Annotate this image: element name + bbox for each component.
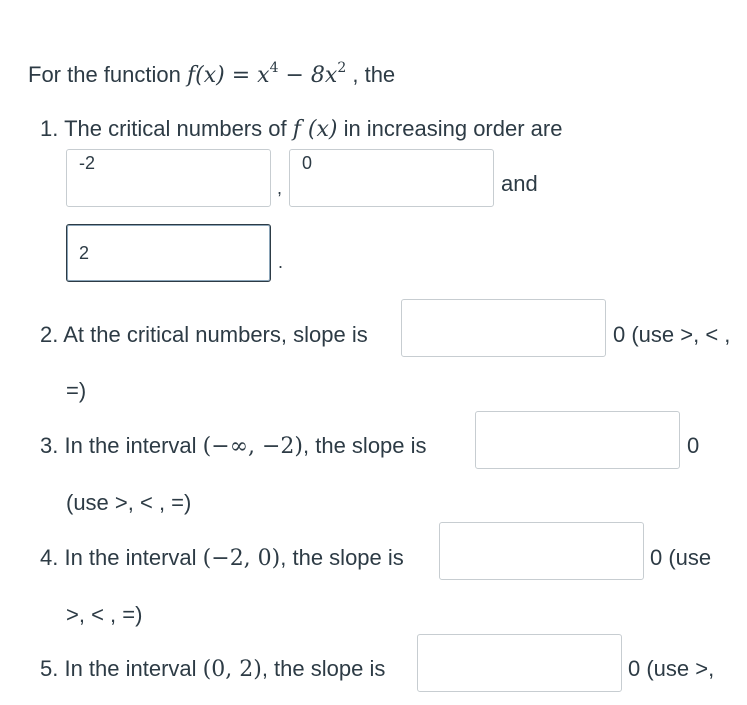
q3-suffix: , the slope is <box>303 433 427 458</box>
q4-continuation: >, < , =) <box>66 602 143 627</box>
q1-prefix: 1. The critical numbers of <box>40 116 287 141</box>
q1-function: f (x) <box>292 117 338 142</box>
q3-continuation: (use >, < , =) <box>66 490 192 515</box>
q4-interval: (−2, 0) <box>202 546 281 571</box>
q4-text <box>40 545 404 571</box>
q5-answer-input[interactable] <box>417 634 622 692</box>
q4-suffix: , the slope is <box>280 545 404 570</box>
term2-coef: 8x <box>310 63 338 88</box>
q1-and: and <box>501 171 538 196</box>
fn-arg: (x) <box>195 63 225 88</box>
q2-after: 0 (use >, < , <box>613 322 731 347</box>
term1-exponent: 4 <box>269 60 279 76</box>
q4-after: 0 (use <box>650 545 712 570</box>
intro-prefix: For the function <box>28 62 181 87</box>
q5-text <box>40 656 385 682</box>
q3-interval: (−∞, −2) <box>202 434 304 459</box>
q5-suffix: , the slope is <box>261 656 386 681</box>
q2-continuation: =) <box>66 378 87 403</box>
q1-answer-input-2[interactable] <box>289 149 494 207</box>
equals-sign: = <box>224 63 258 88</box>
q2-text: 2. At the critical numbers, slope is <box>40 322 368 347</box>
intro-line <box>28 62 395 88</box>
q1-suffix: in increasing order are <box>343 116 563 141</box>
q1-answer-input-3[interactable] <box>66 224 271 282</box>
q1-period: . <box>278 252 284 272</box>
q3-text <box>40 433 427 459</box>
q3-answer-input[interactable] <box>475 411 680 469</box>
fn-f: f <box>187 63 196 88</box>
q4-answer-input[interactable] <box>439 522 644 580</box>
intro-suffix: , the <box>346 62 396 87</box>
q3-after: 0 <box>687 433 700 458</box>
q5-prefix: 5. In the interval <box>40 656 197 681</box>
q4-prefix: 4. In the interval <box>40 545 197 570</box>
q5-after: 0 (use >, <box>628 656 715 681</box>
term2-exponent: 2 <box>337 60 347 76</box>
minus-sign: − <box>278 63 311 88</box>
q2-answer-input[interactable] <box>401 299 606 357</box>
term1-base: x <box>257 63 270 88</box>
q1-comma: , <box>277 178 283 198</box>
q5-interval: (0, 2) <box>202 657 262 682</box>
q3-prefix: 3. In the interval <box>40 433 197 458</box>
q1-answer-input-1[interactable] <box>66 149 271 207</box>
q1-text <box>40 116 562 142</box>
